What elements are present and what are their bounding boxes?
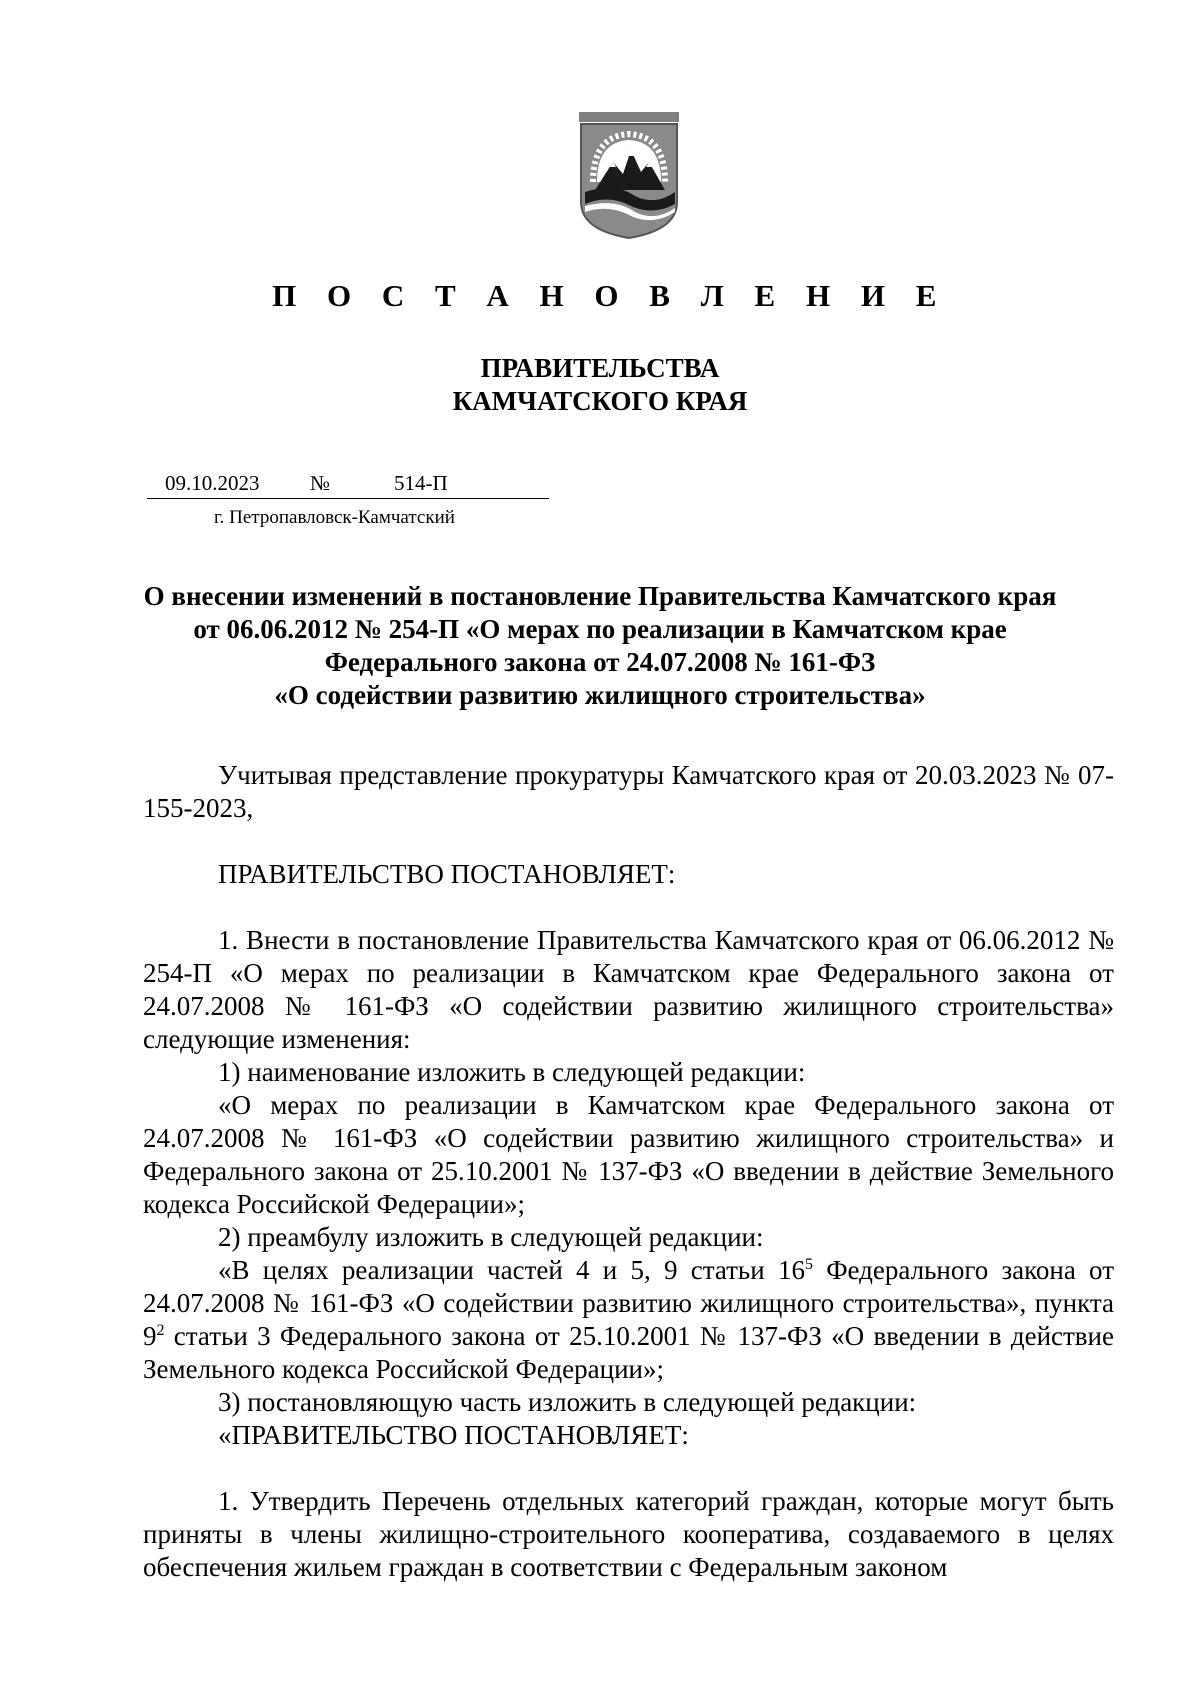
new-preamble-paragraph: [143, 1254, 1114, 1386]
subject-line-4: «О содействии развитию жилищного строительства»: [274, 680, 926, 710]
new-preamble-text-c: статьи 3 Федерального закона от 25.10.2001 № 137-ФЗ «О введении в действие Земельного кодекса Российской Федерации»;: [143, 1321, 1114, 1384]
authority-line-2: КАМЧАТСКОГО КРАЯ: [452, 386, 748, 416]
quoted-clause-1-paragraph: 1. Утвердить Перечень отдельных категорий граждан, которые могут быть приняты в члены жилищно-строительного кооператива, создаваемого в целях обеспечения жильем граждан в соответствии с Федеральным законом: [143, 1486, 1114, 1582]
registration-date: 09.10.2023: [165, 471, 260, 495]
new-preamble-text-b: Федерального закона от 24.07.2008 № 161-ФЗ «О содействии развитию жилищного строительства», пункта 9: [143, 1255, 1115, 1351]
document-type-title: П О С Т А Н О В Л Е Н И Е: [272, 278, 948, 313]
new-title-paragraph: «О мерах по реализации в Камчатском крае Федерального закона от 24.07.2008 № 161-ФЗ «О содействии развитию жилищного строительства» и Федерального закона от 25.10.2001 № 137-ФЗ «О введении в действие Земельного кодекса Российской Федерации»;: [143, 1090, 1114, 1219]
number-sign: №: [310, 471, 331, 495]
new-preamble-text-a: «В целях реализации частей 4 и 5, 9 статьи 16: [218, 1255, 805, 1285]
coat-of-arms-emblem: [575, 112, 683, 240]
subclause-3-paragraph: 3) постановляющую часть изложить в следующей редакции:: [218, 1387, 917, 1417]
preamble-paragraph: Учитывая представление прокуратуры Камчатского края от 20.03.2023 № 07-155-2023,: [143, 760, 1114, 823]
resolves-heading: ПРАВИТЕЛЬСТВО ПОСТАНОВЛЯЕТ:: [218, 859, 676, 889]
clause-1-paragraph: 1. Внести в постановление Правительства Камчатского края от 06.06.2012 № 254-П «О мерах по реализации в Камчатском крае Федерального закона от 24.07.2008 № 161-ФЗ «О содействии развитию жилищного строительства» следующие изменения:: [143, 925, 1114, 1054]
subclause-2-paragraph: 2) преамбулу изложить в следующей редакции:: [218, 1222, 764, 1252]
subject-line-3: Федерального закона от 24.07.2008 № 161-ФЗ: [324, 647, 876, 677]
superscript-5: 5: [804, 1256, 813, 1273]
registration-underline: [147, 498, 549, 499]
authority-line-1: ПРАВИТЕЛЬСТВА: [480, 353, 720, 383]
subject-line-1: О внесении изменений в постановление Правительства Камчатского края: [143, 581, 1057, 611]
subject-line-2: от 06.06.2012 № 254-П «О мерах по реализации в Камчатском крае: [193, 614, 1007, 644]
quoted-resolves-heading: «ПРАВИТЕЛЬСТВО ПОСТАНОВЛЯЕТ:: [218, 1420, 689, 1450]
registration-number: 514-П: [394, 471, 448, 495]
city-of-issue: г. Петропавловск-Камчатский: [214, 507, 455, 528]
document-subject: [0, 580, 1200, 712]
superscript-2: 2: [156, 1322, 165, 1339]
issuing-authority: [0, 352, 1200, 418]
subclause-1-paragraph: 1) наименование изложить в следующей редакции:: [218, 1057, 806, 1087]
document-body: [143, 759, 1114, 1584]
